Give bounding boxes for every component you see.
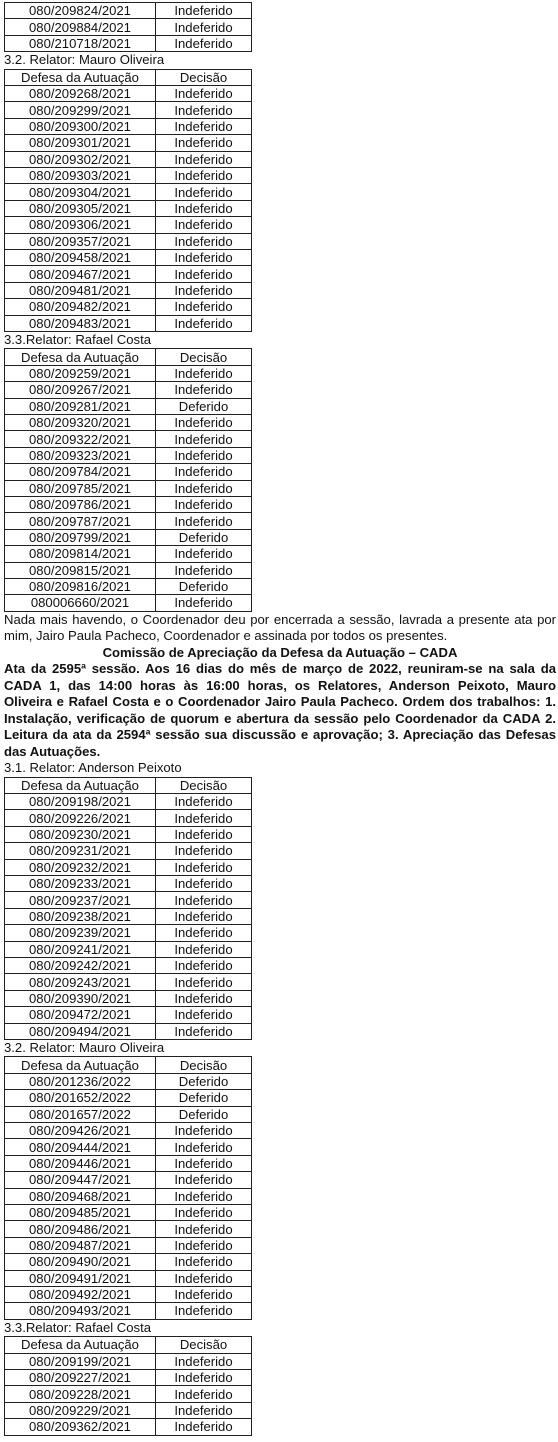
decision-cell: Indeferido xyxy=(156,1237,252,1253)
case-number-cell: 080/209302/2021 xyxy=(5,151,156,167)
case-number-cell: 080/209362/2021 xyxy=(5,1419,156,1435)
decision-cell: Indeferido xyxy=(156,135,252,151)
table-row xyxy=(5,1353,252,1369)
case-number-cell: 080/209237/2021 xyxy=(5,892,156,908)
case-number-cell: 080/209229/2021 xyxy=(5,1402,156,1418)
decision-cell: Deferido xyxy=(156,529,252,545)
decision-cell: Indeferido xyxy=(156,86,252,102)
table-row xyxy=(5,1073,252,1089)
decision-cell: Indeferido xyxy=(156,1172,252,1188)
case-number-cell: 080/209494/2021 xyxy=(5,1023,156,1039)
case-number-cell: 080/209323/2021 xyxy=(5,447,156,463)
case-number-cell: 080006660/2021 xyxy=(5,595,156,611)
table-row xyxy=(5,843,252,859)
table-row xyxy=(5,529,252,545)
decision-cell: Indeferido xyxy=(156,464,252,480)
table-row xyxy=(5,86,252,102)
column-header-defesa: Defesa da Autuação xyxy=(5,349,156,365)
decision-cell: Indeferido xyxy=(156,925,252,941)
table-row xyxy=(5,876,252,892)
table-row xyxy=(5,990,252,1006)
relator-heading: 3.1. Relator: Anderson Peixoto xyxy=(4,760,182,776)
case-number-cell: 080/209304/2021 xyxy=(5,184,156,200)
case-number-cell: 080/209299/2021 xyxy=(5,102,156,118)
case-number-cell: 080/209259/2021 xyxy=(5,365,156,381)
case-number-cell: 080/209458/2021 xyxy=(5,249,156,265)
case-number-cell: 080/209487/2021 xyxy=(5,1237,156,1253)
table-row xyxy=(5,1139,252,1155)
table-row xyxy=(5,1254,252,1270)
case-number-cell: 080/209490/2021 xyxy=(5,1254,156,1270)
case-number-cell: 080/209444/2021 xyxy=(5,1139,156,1155)
table-row xyxy=(5,562,252,578)
decision-cell: Indeferido xyxy=(156,810,252,826)
relator-heading: 3.3.Relator: Rafael Costa xyxy=(4,1319,152,1335)
table-header-row xyxy=(5,69,252,85)
table-row xyxy=(5,135,252,151)
decision-cell: Indeferido xyxy=(156,1286,252,1302)
decision-cell: Indeferido xyxy=(156,480,252,496)
decision-cell: Indeferido xyxy=(156,941,252,957)
table-row xyxy=(5,974,252,990)
table-row xyxy=(5,1419,252,1435)
decision-cell: Indeferido xyxy=(156,382,252,398)
decision-cell: Indeferido xyxy=(156,496,252,512)
case-number-cell: 080/209306/2021 xyxy=(5,217,156,233)
closing-paragraph: Nada mais havendo, o Coordenador deu por encerrada a sessão, lavrada a presente ata por mim, Jairo Paula Pacheco, Coordenador e assinada por todos os presentes. xyxy=(4,611,556,644)
table-row xyxy=(5,957,252,973)
decision-cell: Indeferido xyxy=(156,118,252,134)
decision-cell: Indeferido xyxy=(156,974,252,990)
column-header-defesa: Defesa da Autuação xyxy=(5,1337,156,1353)
table-row xyxy=(5,35,252,51)
case-number-cell: 080/209268/2021 xyxy=(5,86,156,102)
table-row xyxy=(5,546,252,562)
relator-heading: 3.2. Relator: Mauro Oliveira xyxy=(4,1039,165,1055)
case-number-cell: 080/209816/2021 xyxy=(5,578,156,594)
decision-cell: Indeferido xyxy=(156,1155,252,1171)
table-row xyxy=(5,168,252,184)
decision-cell: Indeferido xyxy=(156,3,252,19)
relator-heading: 3.2. Relator: Mauro Oliveira xyxy=(4,52,165,68)
decisions-table xyxy=(4,1056,252,1319)
decision-cell: Indeferido xyxy=(156,843,252,859)
decision-cell: Indeferido xyxy=(156,1023,252,1039)
decisions-table xyxy=(4,777,252,1040)
case-number-cell: 080/209485/2021 xyxy=(5,1204,156,1220)
case-number-cell: 080/210718/2021 xyxy=(5,35,156,51)
case-number-cell: 080/209301/2021 xyxy=(5,135,156,151)
table-row xyxy=(5,892,252,908)
case-number-cell: 080/209486/2021 xyxy=(5,1221,156,1237)
table-header-row xyxy=(5,777,252,793)
case-number-cell: 080/209239/2021 xyxy=(5,925,156,941)
table-row xyxy=(5,249,252,265)
decision-cell: Indeferido xyxy=(156,990,252,1006)
table-row xyxy=(5,480,252,496)
decision-cell: Indeferido xyxy=(156,217,252,233)
decision-cell: Indeferido xyxy=(156,1386,252,1402)
decisions-table xyxy=(4,69,252,332)
table-row xyxy=(5,398,252,414)
decisions-table-continued xyxy=(4,2,252,52)
table-row xyxy=(5,810,252,826)
decision-cell: Indeferido xyxy=(156,513,252,529)
case-number-cell: 080/209357/2021 xyxy=(5,233,156,249)
case-number-cell: 080/201652/2022 xyxy=(5,1090,156,1106)
decision-cell: Deferido xyxy=(156,578,252,594)
decision-cell: Indeferido xyxy=(156,299,252,315)
column-header-decisao: Decisão xyxy=(156,349,252,365)
table-row xyxy=(5,794,252,810)
decision-cell: Indeferido xyxy=(156,431,252,447)
table-row xyxy=(5,1204,252,1220)
decision-cell: Indeferido xyxy=(156,102,252,118)
table-row xyxy=(5,1188,252,1204)
table-row xyxy=(5,431,252,447)
section-title: Comissão de Apreciação da Defesa da Autuação – CADA xyxy=(102,644,458,660)
case-number-cell: 080/209493/2021 xyxy=(5,1303,156,1319)
case-number-cell: 080/209320/2021 xyxy=(5,414,156,430)
table-row xyxy=(5,1106,252,1122)
session-intro: Ata da 2595ª sessão. Aos 16 dias do mês de março de 2022, reuniram-se na sala da CADA 1, das 14:00 horas às 16:00 horas, os Relatores, Anderson Peixoto, Mauro Oliveira e Rafael Costa e o Coordenador Jairo Paula Pacheco. Ordem dos trabalhos: 1. Instalação, verificação de quorum e abertura da sessão pelo Coordenador da CADA 2. Leitura da ata da 2594ª sessão sua discussão e aprovação; 3. Apreciação das Defesas das Autuações. xyxy=(4,661,556,759)
decision-cell: Indeferido xyxy=(156,546,252,562)
table-row xyxy=(5,578,252,594)
decision-cell: Indeferido xyxy=(156,233,252,249)
table-row xyxy=(5,1172,252,1188)
table-row xyxy=(5,1369,252,1385)
case-number-cell: 080/209199/2021 xyxy=(5,1353,156,1369)
table-row xyxy=(5,859,252,875)
decision-cell: Indeferido xyxy=(156,1419,252,1435)
table-row xyxy=(5,282,252,298)
case-number-cell: 080/209303/2021 xyxy=(5,168,156,184)
case-number-cell: 080/209281/2021 xyxy=(5,398,156,414)
relator-heading: 3.3.Relator: Rafael Costa xyxy=(4,331,152,347)
column-header-decisao: Decisão xyxy=(156,1337,252,1353)
decision-cell: Indeferido xyxy=(156,365,252,381)
case-number-cell: 080/209481/2021 xyxy=(5,282,156,298)
case-number-cell: 080/209242/2021 xyxy=(5,957,156,973)
case-number-cell: 080/209300/2021 xyxy=(5,118,156,134)
column-header-decisao: Decisão xyxy=(156,1057,252,1073)
decision-cell: Indeferido xyxy=(156,151,252,167)
table-row xyxy=(5,595,252,611)
case-number-cell: 080/209228/2021 xyxy=(5,1386,156,1402)
table-row xyxy=(5,151,252,167)
table-row xyxy=(5,941,252,957)
table-row xyxy=(5,200,252,216)
decision-cell: Indeferido xyxy=(156,19,252,35)
case-number-cell: 080/209785/2021 xyxy=(5,480,156,496)
decision-cell: Indeferido xyxy=(156,794,252,810)
decision-cell: Indeferido xyxy=(156,1122,252,1138)
table-row xyxy=(5,365,252,381)
column-header-defesa: Defesa da Autuação xyxy=(5,69,156,85)
table-row xyxy=(5,1303,252,1319)
case-number-cell: 080/201657/2022 xyxy=(5,1106,156,1122)
case-number-cell: 080/209884/2021 xyxy=(5,19,156,35)
decision-cell: Indeferido xyxy=(156,414,252,430)
decision-cell: Indeferido xyxy=(156,1007,252,1023)
decision-cell: Indeferido xyxy=(156,1353,252,1369)
decision-cell: Indeferido xyxy=(156,1139,252,1155)
case-number-cell: 080/209824/2021 xyxy=(5,3,156,19)
table-row xyxy=(5,826,252,842)
case-number-cell: 080/209426/2021 xyxy=(5,1122,156,1138)
case-number-cell: 080/209799/2021 xyxy=(5,529,156,545)
decision-cell: Indeferido xyxy=(156,200,252,216)
decisions-table xyxy=(4,1336,252,1435)
case-number-cell: 080/209226/2021 xyxy=(5,810,156,826)
case-number-cell: 080/209232/2021 xyxy=(5,859,156,875)
table-row xyxy=(5,925,252,941)
table-row xyxy=(5,464,252,480)
decision-cell: Indeferido xyxy=(156,1221,252,1237)
decision-cell: Deferido xyxy=(156,398,252,414)
table-row xyxy=(5,1090,252,1106)
decision-cell: Indeferido xyxy=(156,562,252,578)
table-row xyxy=(5,1122,252,1138)
decision-cell: Indeferido xyxy=(156,1254,252,1270)
table-row xyxy=(5,1007,252,1023)
decision-cell: Indeferido xyxy=(156,826,252,842)
table-row xyxy=(5,184,252,200)
table-row xyxy=(5,908,252,924)
case-number-cell: 080/209492/2021 xyxy=(5,1286,156,1302)
decision-cell: Indeferido xyxy=(156,876,252,892)
table-row xyxy=(5,496,252,512)
case-number-cell: 080/209483/2021 xyxy=(5,315,156,331)
case-number-cell: 080/209227/2021 xyxy=(5,1369,156,1385)
decision-cell: Indeferido xyxy=(156,447,252,463)
decision-cell: Indeferido xyxy=(156,168,252,184)
decision-cell: Deferido xyxy=(156,1073,252,1089)
decision-cell: Indeferido xyxy=(156,35,252,51)
case-number-cell: 080/209787/2021 xyxy=(5,513,156,529)
decision-cell: Deferido xyxy=(156,1106,252,1122)
table-row xyxy=(5,19,252,35)
table-row xyxy=(5,3,252,19)
case-number-cell: 080/209230/2021 xyxy=(5,826,156,842)
case-number-cell: 080/209815/2021 xyxy=(5,562,156,578)
table-row xyxy=(5,1155,252,1171)
table-row xyxy=(5,118,252,134)
decision-cell: Indeferido xyxy=(156,184,252,200)
decision-cell: Indeferido xyxy=(156,315,252,331)
case-number-cell: 080/209467/2021 xyxy=(5,266,156,282)
case-number-cell: 080/201236/2022 xyxy=(5,1073,156,1089)
table-row xyxy=(5,233,252,249)
decision-cell: Indeferido xyxy=(156,859,252,875)
table-row xyxy=(5,315,252,331)
case-number-cell: 080/209305/2021 xyxy=(5,200,156,216)
decision-cell: Indeferido xyxy=(156,1303,252,1319)
table-row xyxy=(5,1286,252,1302)
case-number-cell: 080/209447/2021 xyxy=(5,1172,156,1188)
table-row xyxy=(5,513,252,529)
case-number-cell: 080/209231/2021 xyxy=(5,843,156,859)
case-number-cell: 080/209198/2021 xyxy=(5,794,156,810)
table-row xyxy=(5,447,252,463)
case-number-cell: 080/209446/2021 xyxy=(5,1155,156,1171)
table-row xyxy=(5,1386,252,1402)
column-header-defesa: Defesa da Autuação xyxy=(5,1057,156,1073)
decision-cell: Indeferido xyxy=(156,957,252,973)
decision-cell: Deferido xyxy=(156,1090,252,1106)
decision-cell: Indeferido xyxy=(156,908,252,924)
decision-cell: Indeferido xyxy=(156,892,252,908)
case-number-cell: 080/209786/2021 xyxy=(5,496,156,512)
decision-cell: Indeferido xyxy=(156,1369,252,1385)
case-number-cell: 080/209784/2021 xyxy=(5,464,156,480)
table-header-row xyxy=(5,349,252,365)
decision-cell: Indeferido xyxy=(156,1270,252,1286)
table-row xyxy=(5,414,252,430)
column-header-decisao: Decisão xyxy=(156,69,252,85)
case-number-cell: 080/209468/2021 xyxy=(5,1188,156,1204)
table-row xyxy=(5,102,252,118)
table-row xyxy=(5,1221,252,1237)
decision-cell: Indeferido xyxy=(156,1188,252,1204)
case-number-cell: 080/209238/2021 xyxy=(5,908,156,924)
case-number-cell: 080/209390/2021 xyxy=(5,990,156,1006)
decision-cell: Indeferido xyxy=(156,1402,252,1418)
table-row xyxy=(5,299,252,315)
column-header-decisao: Decisão xyxy=(156,777,252,793)
table-row xyxy=(5,1270,252,1286)
decisions-table xyxy=(4,348,252,611)
decision-cell: Indeferido xyxy=(156,1204,252,1220)
table-row xyxy=(5,382,252,398)
case-number-cell: 080/209241/2021 xyxy=(5,941,156,957)
table-header-row xyxy=(5,1057,252,1073)
case-number-cell: 080/209267/2021 xyxy=(5,382,156,398)
decision-cell: Indeferido xyxy=(156,595,252,611)
table-row xyxy=(5,1237,252,1253)
case-number-cell: 080/209472/2021 xyxy=(5,1007,156,1023)
table-row xyxy=(5,1402,252,1418)
table-row xyxy=(5,1023,252,1039)
table-row xyxy=(5,266,252,282)
column-header-defesa: Defesa da Autuação xyxy=(5,777,156,793)
decision-cell: Indeferido xyxy=(156,249,252,265)
case-number-cell: 080/209491/2021 xyxy=(5,1270,156,1286)
decision-cell: Indeferido xyxy=(156,266,252,282)
decision-cell: Indeferido xyxy=(156,282,252,298)
table-header-row xyxy=(5,1337,252,1353)
case-number-cell: 080/209243/2021 xyxy=(5,974,156,990)
case-number-cell: 080/209482/2021 xyxy=(5,299,156,315)
case-number-cell: 080/209233/2021 xyxy=(5,876,156,892)
table-row xyxy=(5,217,252,233)
case-number-cell: 080/209322/2021 xyxy=(5,431,156,447)
case-number-cell: 080/209814/2021 xyxy=(5,546,156,562)
